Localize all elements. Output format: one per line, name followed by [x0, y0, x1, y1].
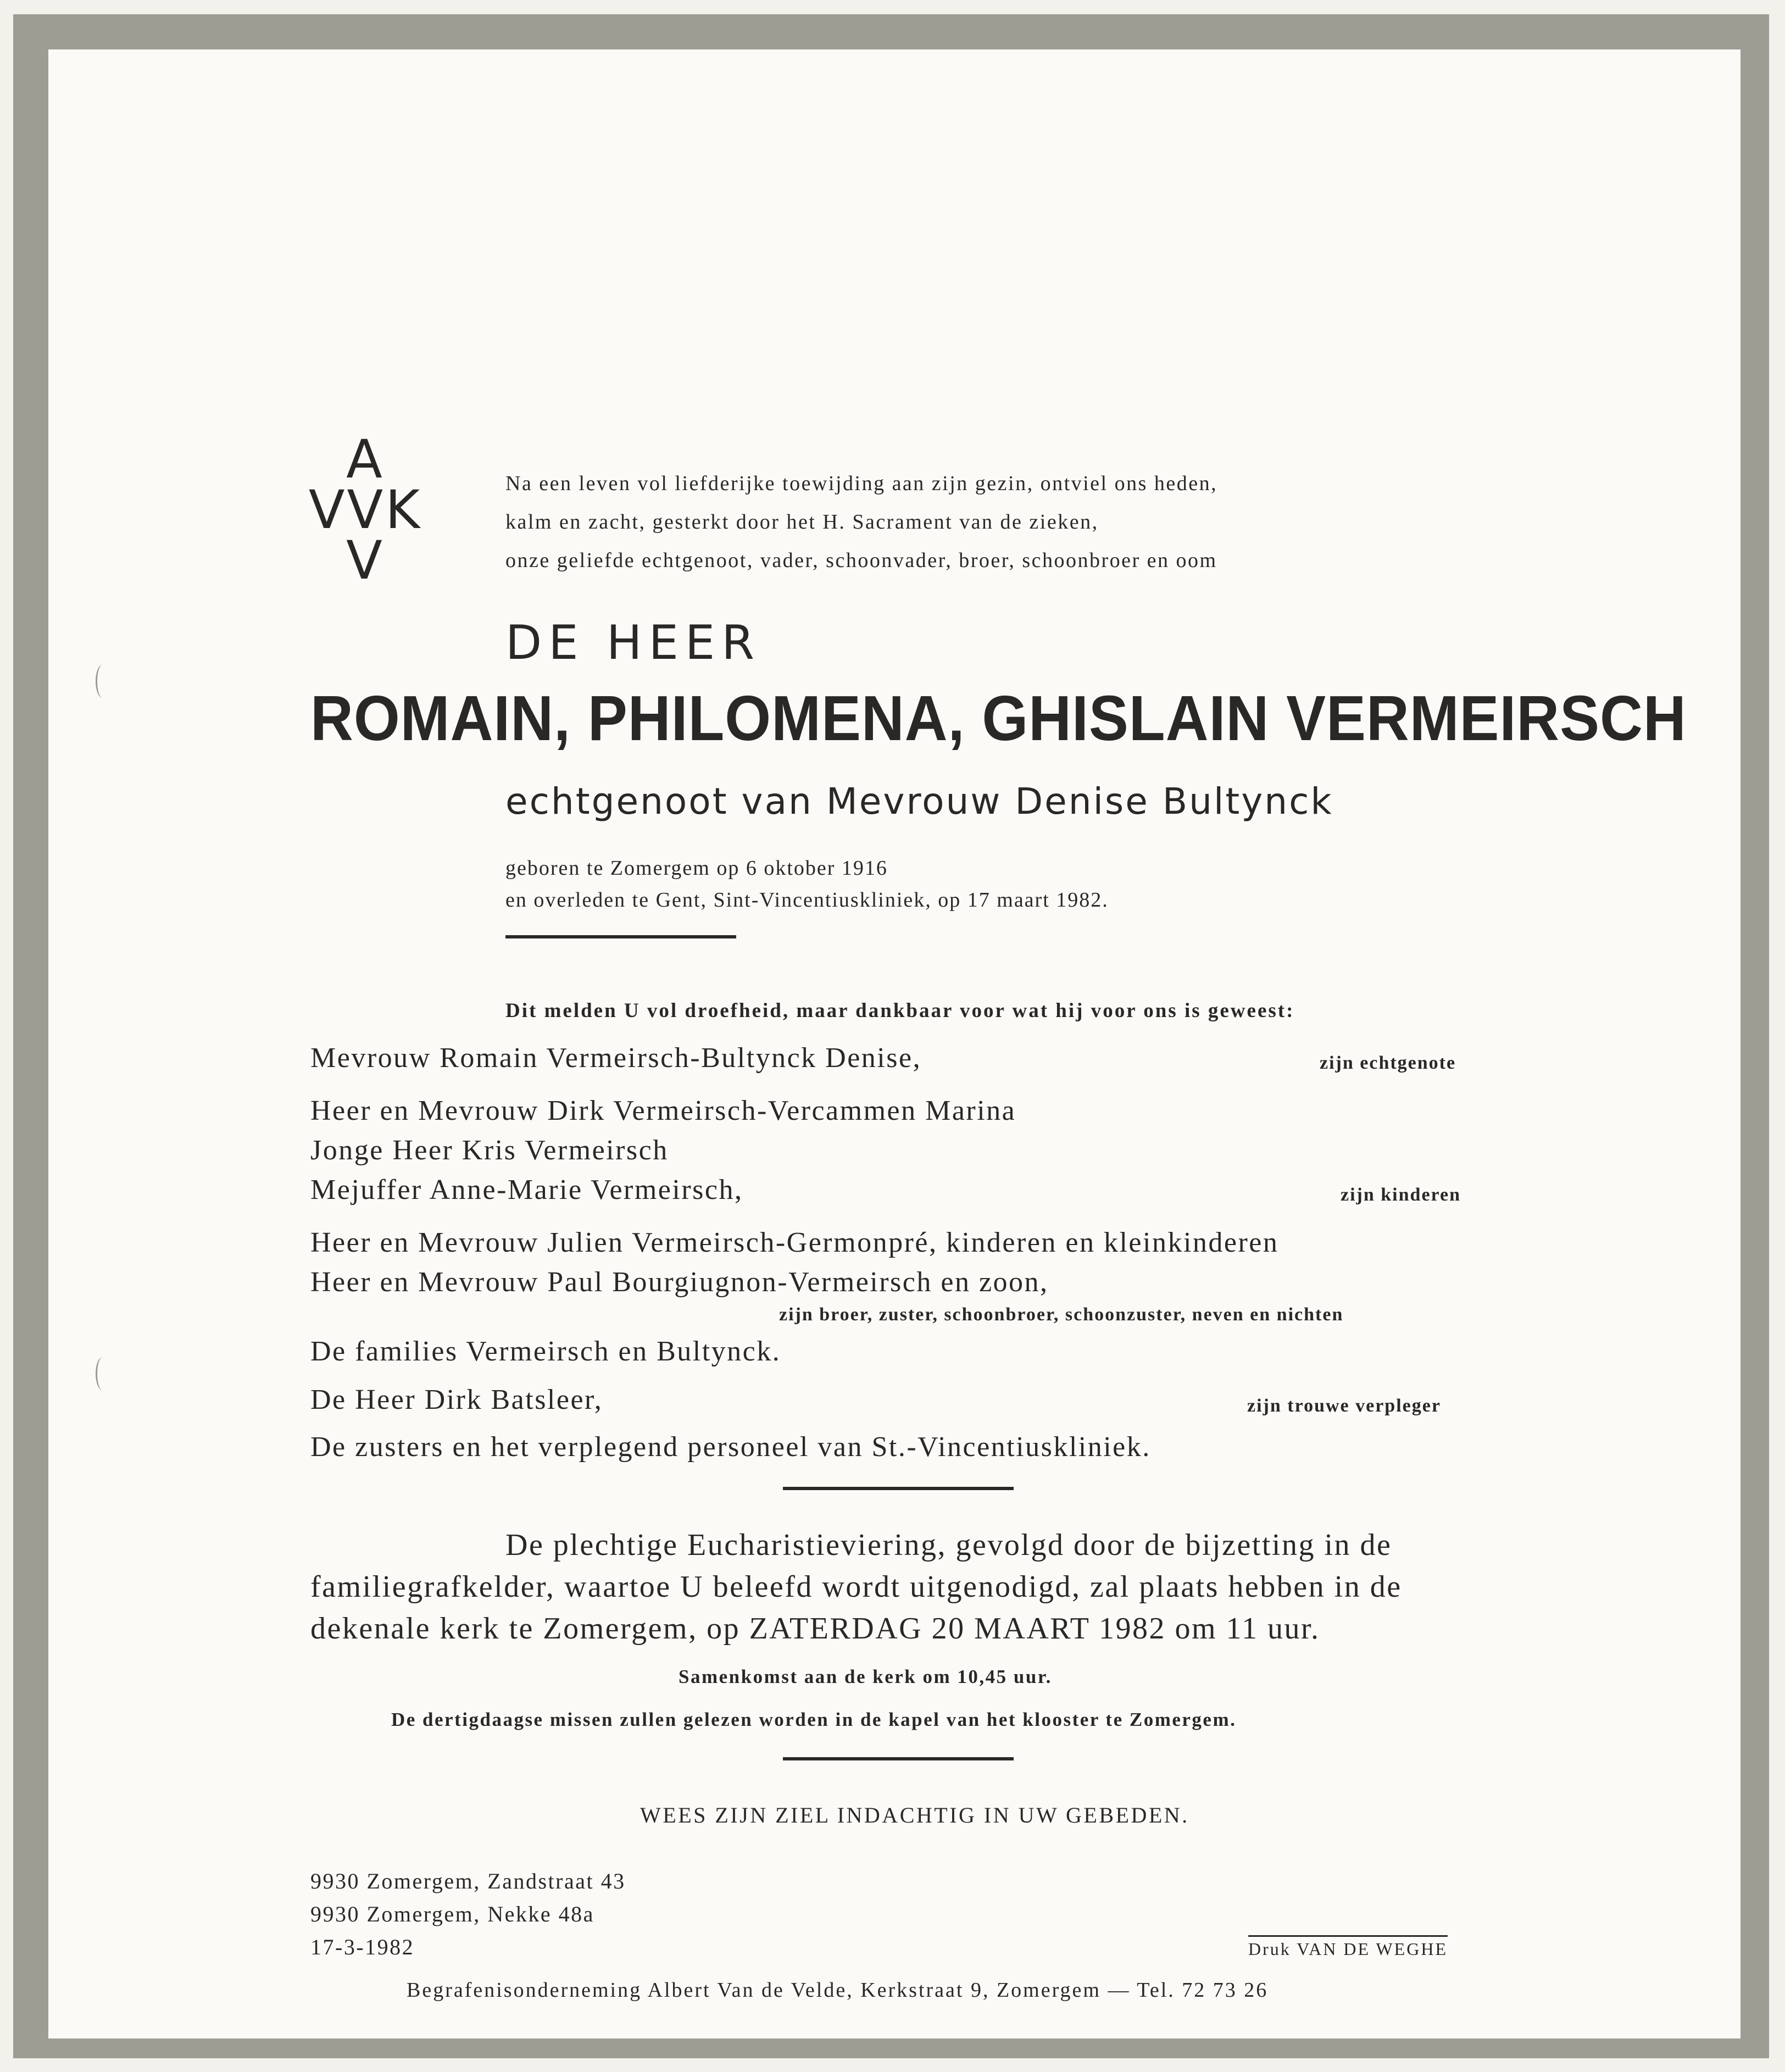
- monogram-line-1: A: [346, 429, 385, 490]
- family-line-8: De Heer Dirk Batsleer,: [310, 1384, 603, 1415]
- family-line-7: De families Vermeirsch en Bultynck.: [310, 1336, 781, 1367]
- address-date: 17-3-1982: [310, 1935, 415, 1959]
- family-line-5: Heer en Mevrouw Julien Vermeirsch-Germonpré, kinderen en kleinkinderen: [310, 1227, 1279, 1258]
- punch-hole-mark: [96, 665, 109, 698]
- family-line-6: Heer en Mevrouw Paul Bourgiugnon-Vermeirsch en zoon,: [310, 1266, 1049, 1298]
- deceased-name: ROMAIN, PHILOMENA, GHISLAIN VERMEIRSCH: [310, 682, 1687, 754]
- relation-nurse: zijn trouwe verpleger: [1247, 1396, 1441, 1416]
- family-line-3: Jonge Heer Kris Vermeirsch: [310, 1135, 669, 1166]
- intro-line-2: kalm en zacht, gesterkt door het H. Sacrament van de zieken,: [505, 510, 1099, 534]
- divider: [783, 1487, 1014, 1490]
- address-line-1: 9930 Zomergem, Zandstraat 43: [310, 1869, 626, 1893]
- relation-children: zijn kinderen: [1341, 1185, 1461, 1205]
- family-line-2: Heer en Mevrouw Dirk Vermeirsch-Vercammen Marina: [310, 1095, 1016, 1126]
- address-line-2: 9930 Zomergem, Nekke 48a: [310, 1902, 594, 1926]
- divider: [505, 935, 736, 938]
- family-line-4: Mejuffer Anne-Marie Vermeirsch,: [310, 1174, 743, 1206]
- family-line-9: De zusters en het verplegend personeel van St.-Vincentiuskliniek.: [310, 1431, 1151, 1463]
- printer-credit: Druk VAN DE WEGHE: [1248, 1935, 1448, 1959]
- spouse-line: echtgenoot van Mevrouw Denise Bultynck: [505, 780, 1333, 823]
- relation-spouse: zijn echtgenote: [1320, 1053, 1456, 1073]
- honorific-title: DE HEER: [505, 615, 761, 670]
- family-line-1: Mevrouw Romain Vermeirsch-Bultynck Denise,: [310, 1042, 922, 1074]
- punch-hole-mark: [96, 1357, 109, 1390]
- birth-line: geboren te Zomergem op 6 oktober 1916: [505, 857, 888, 880]
- announcement: Dit melden U vol droefheid, maar dankbaar voor wat hij voor ons is geweest:: [505, 999, 1295, 1022]
- divider: [783, 1757, 1014, 1760]
- relation-siblings: zijn broer, zuster, schoonbroer, schoonzuster, neven en nichten: [779, 1304, 1344, 1325]
- gathering-note: Samenkomst aan de kerk om 10,45 uur.: [679, 1666, 1052, 1687]
- intro-line-1: Na een leven vol liefderijke toewijding aan zijn gezin, ontviel ons heden,: [505, 472, 1218, 495]
- service-line-3: dekenale kerk te Zomergem, op ZATERDAG 20 MAART 1982 om 11 uur.: [310, 1612, 1320, 1646]
- service-line-1: De plechtige Eucharistieviering, gevolgd door de bijzetting in de: [505, 1528, 1392, 1562]
- monogram-line-3: V: [346, 530, 385, 591]
- service-line-2: familiegrafkelder, waartoe U beleefd wordt uitgenodigd, zal plaats hebben in de: [310, 1570, 1402, 1604]
- funeral-director: Begrafenisonderneming Albert Van de Velde, Kerkstraat 9, Zomergem — Tel. 72 73 26: [407, 1979, 1269, 2002]
- intro-line-3: onze geliefde echtgenoot, vader, schoonvader, broer, schoonbroer en oom: [505, 549, 1217, 572]
- prayer-line: WEES ZIJN ZIEL INDACHTIG IN UW GEBEDEN.: [640, 1803, 1189, 1827]
- monogram-line-2: VVK: [308, 479, 422, 541]
- death-line: en overleden te Gent, Sint-Vincentiuskliniek, op 17 maart 1982.: [505, 888, 1109, 912]
- masses-note: De dertigdaagse missen zullen gelezen worden in de kapel van het klooster te Zomergem.: [391, 1709, 1237, 1730]
